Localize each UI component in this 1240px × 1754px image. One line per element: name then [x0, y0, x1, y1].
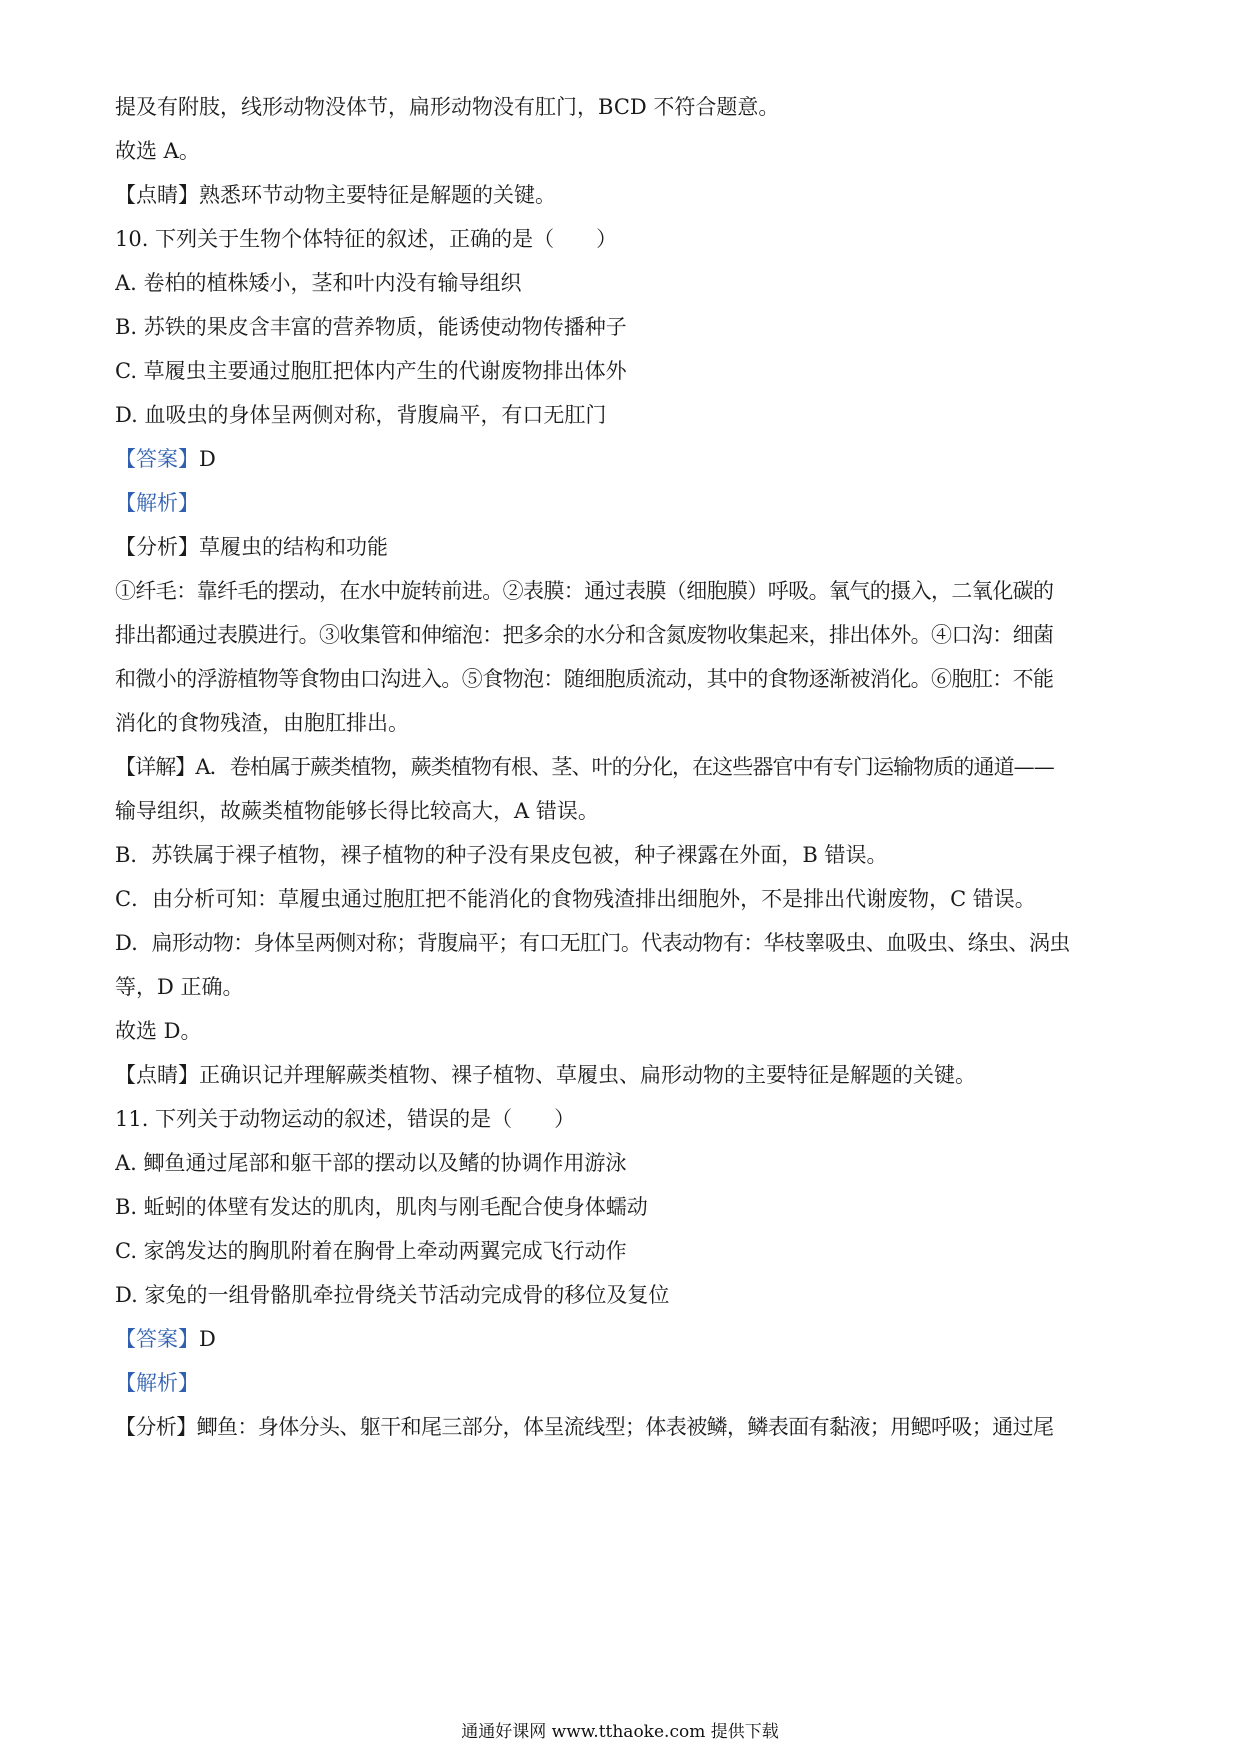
option-line	[115, 1192, 1130, 1222]
line-text: 故选 D。	[115, 1019, 202, 1043]
line-text: A．卷柏属于蕨类植物，蕨类植物有根、茎、叶的分化，在这些器官中有专门运输物质的通道——	[195, 755, 1054, 779]
line-text: D．扁形动物：身体呈两侧对称；背腹扁平；有口无肛门。代表动物有：华枝睾吸虫、血吸虫、绦虫、涡虫	[115, 931, 1070, 955]
line-text: 提及有附肢，线形动物没体节，扁形动物没有肛门，BCD 不符合题意。	[115, 95, 780, 119]
option-line	[115, 400, 1130, 430]
analysis-tag: 【解析】	[115, 491, 199, 515]
line-text: C. 家鸽发达的胸肌附着在胸骨上牵动两翼完成飞行动作	[115, 1239, 627, 1263]
line-text: A. 卷柏的植株矮小，茎和叶内没有输导组织	[115, 271, 522, 295]
line-text: 排出都通过表膜进行。③收集管和伸缩泡：把多余的水分和含氮废物收集起来，排出体外。④口沟：细菌	[115, 623, 1054, 647]
answer-tag: 【答案】	[115, 447, 199, 471]
text-line	[115, 92, 1130, 122]
text-line	[115, 576, 1130, 606]
text-line	[115, 796, 1130, 826]
line-text: 输导组织，故蕨类植物能够长得比较高大，A 错误。	[115, 799, 599, 823]
answer-tag: 【答案】	[115, 1327, 199, 1351]
option-line	[115, 312, 1130, 342]
section-tag: 【点睛】	[115, 183, 199, 207]
line-text: D. 血吸虫的身体呈两侧对称，背腹扁平，有口无肛门	[115, 403, 607, 427]
line-text: 正确识记并理解蕨类植物、裸子植物、草履虫、扁形动物的主要特征是解题的关键。	[199, 1063, 976, 1087]
text-line	[115, 884, 1130, 914]
section-tag: 【分析】	[115, 535, 199, 559]
option-line	[115, 1280, 1130, 1310]
option-line	[115, 356, 1130, 386]
line-text: B. 苏铁的果皮含丰富的营养物质，能诱使动物传播种子	[115, 315, 627, 339]
answer-value: D	[199, 447, 216, 471]
text-line	[115, 752, 1130, 782]
line-text: A. 鲫鱼通过尾部和躯干部的摆动以及鳍的协调作用游泳	[115, 1151, 627, 1175]
analysis-heading	[115, 488, 1130, 518]
analysis-tag: 【解析】	[115, 1371, 199, 1395]
text-line	[115, 840, 1130, 870]
section-tag: 【详解】	[115, 755, 196, 779]
line-text: 等，D 正确。	[115, 975, 244, 999]
option-line	[115, 1236, 1130, 1266]
text-line	[115, 1412, 1130, 1442]
question-stem	[115, 224, 1130, 254]
answer-line	[115, 444, 1130, 474]
text-line	[115, 1060, 1130, 1090]
answer-value: D	[199, 1327, 216, 1351]
line-text: 鲫鱼：身体分头、躯干和尾三部分，体呈流线型；体表被鳞，鳞表面有黏液；用鳃呼吸；通过尾	[196, 1415, 1054, 1439]
line-text: 和微小的浮游植物等食物由口沟进入。⑤食物泡：随细胞质流动，其中的食物逐渐被消化。⑥胞肛：不能	[115, 667, 1054, 691]
text-line	[115, 1016, 1130, 1046]
option-line	[115, 1148, 1130, 1178]
text-line	[115, 972, 1130, 1002]
page-footer: 通通好课网 www.tthaoke.com 提供下载	[461, 1722, 779, 1742]
text-line	[115, 136, 1130, 166]
section-tag: 【分析】	[115, 1415, 197, 1439]
text-line	[115, 664, 1130, 694]
analysis-heading	[115, 1368, 1130, 1398]
line-text: B．苏铁属于裸子植物，裸子植物的种子没有果皮包被，种子裸露在外面，B 错误。	[115, 843, 888, 867]
question-stem	[115, 1104, 1130, 1134]
line-text: C．由分析可知：草履虫通过胞肛把不能消化的食物残渣排出细胞外，不是排出代谢废物，C 错误。	[115, 887, 1036, 911]
line-text: 10. 下列关于生物个体特征的叙述，正确的是（ ）	[115, 227, 618, 251]
line-text: 消化的食物残渣，由胞肛排出。	[115, 711, 409, 735]
option-line	[115, 268, 1130, 298]
text-line	[115, 708, 1130, 738]
line-text: C. 草履虫主要通过胞肛把体内产生的代谢废物排出体外	[115, 359, 627, 383]
line-text: 草履虫的结构和功能	[199, 535, 388, 559]
text-line	[115, 532, 1130, 562]
line-text: B. 蚯蚓的体壁有发达的肌肉，肌肉与刚毛配合使身体蠕动	[115, 1195, 648, 1219]
text-line	[115, 180, 1130, 210]
answer-line	[115, 1324, 1130, 1354]
text-line	[115, 928, 1130, 958]
line-text: D. 家兔的一组骨骼肌牵拉骨绕关节活动完成骨的移位及复位	[115, 1283, 670, 1307]
line-text: 故选 A。	[115, 139, 200, 163]
text-line	[115, 620, 1130, 650]
section-tag: 【点睛】	[115, 1063, 199, 1087]
line-text: 11. 下列关于动物运动的叙述，错误的是（ ）	[115, 1107, 576, 1131]
line-text: 熟悉环节动物主要特征是解题的关键。	[199, 183, 556, 207]
line-text: ①纤毛：靠纤毛的摆动，在水中旋转前进。②表膜：通过表膜（细胞膜）呼吸。氧气的摄入，二氧化碳的	[115, 579, 1054, 603]
